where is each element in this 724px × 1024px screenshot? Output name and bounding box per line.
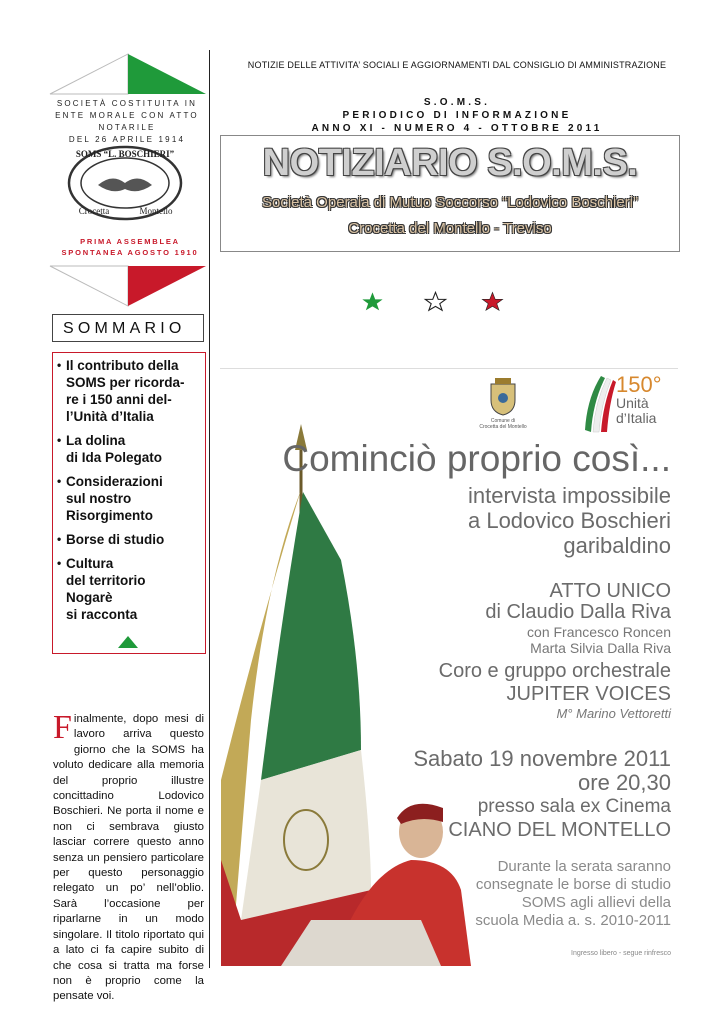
maestro: M° Marino Vettoretti <box>556 706 671 721</box>
poster-footer: Ingresso libero - segue rinfresco <box>571 950 671 957</box>
table-of-contents <box>52 352 206 654</box>
svg-text:Crocetta: Crocetta <box>78 206 110 216</box>
comune-crest-icon <box>487 376 519 416</box>
location: Crocetta del Montello - Treviso <box>348 220 552 237</box>
soms-logo <box>64 143 186 223</box>
article-text: inalmente, dopo mesi di lavoro arriva questo giorno che la SOMS ha voluto dedicare alla memoria del proprio illustre concittadino Lodovico Boschieri. Ne porta il nome e non ci sembrava giusto lasciar correre questo anno senza un pensiero particolare per questo personaggio relegato un po’ nell’oblio. Sarà l’occasione per riparlarne in un modo singolare. Il titolo riportato qui a lato ci fa capire subito di che cosa si tratta ma forse non è proprio come la pensate voi. <box>53 713 204 1003</box>
comune-caption: Comune di Crocetta del Montello <box>479 418 527 430</box>
title-box <box>220 135 680 252</box>
scholarship-note: Durante la serata saranno consegnate le borse di studio SOMS agli allievi della scuola Media a. s. 2010-2011 <box>475 858 671 929</box>
toc-item[interactable]: • Borse di studio <box>57 531 201 548</box>
event-date: Sabato 19 novembre 2011 <box>413 746 671 771</box>
poster-top-rule <box>220 368 678 369</box>
tricolor-bottom-decoration <box>48 264 208 308</box>
drop-cap: F <box>53 709 72 746</box>
intro-article <box>53 709 204 1005</box>
top-note: NOTIZIE DELLE ATTIVITA’ SOCIALI E AGGIORNAMENTI DAL CONSIGLIO DI AMMINISTRAZIONE <box>247 60 667 70</box>
anniversary-number: 150° <box>616 372 662 397</box>
svg-text:SOMS “L. BOSCHIERI”: SOMS “L. BOSCHIERI” <box>75 149 175 159</box>
stars-row <box>360 290 510 314</box>
choir: Coro e gruppo orchestrale <box>438 660 671 682</box>
toc-item[interactable]: • Il contributo della SOMS per ricorda- re i 150 anni del- l’Unità d’Italia <box>57 357 201 425</box>
newsletter-title: NOTIZIARIO S.O.M.S. <box>262 142 638 184</box>
atto-unico: ATTO UNICO <box>549 580 671 602</box>
toc-item[interactable]: • Cultura del territorio Nogarè si racconta <box>57 555 201 623</box>
toc-item[interactable]: • Considerazioni sul nostro Risorgimento <box>57 473 201 524</box>
column-divider <box>209 50 210 968</box>
play-author: di Claudio Dalla Riva <box>485 601 671 623</box>
up-triangle-icon <box>117 635 139 649</box>
white-star-icon <box>425 292 445 310</box>
tricolor-ribbon-icon <box>581 374 617 436</box>
tricolor-top-decoration <box>48 52 208 96</box>
anniversary-text: Unità d’Italia <box>616 395 657 426</box>
sommario-title: SOMMARIO <box>52 314 204 342</box>
first-assembly-note: PRIMA ASSEMBLEA SPONTANEA AGOSTO 1910 <box>61 237 199 257</box>
green-star-icon <box>362 292 382 310</box>
masthead: S.O.M.S. PERIODICO DI INFORMAZIONE ANNO XI - NUMERO 4 - OTTOBRE 2011 <box>311 97 603 134</box>
svg-text:Montello: Montello <box>139 206 173 216</box>
poster-headline: Cominciò proprio così... <box>282 438 671 479</box>
event-poster <box>221 370 679 966</box>
toc-item[interactable]: • La dolina di Ida Polegato <box>57 432 201 466</box>
event-venue-line2: CIANO DEL MONTELLO <box>448 819 671 841</box>
poster-subtitle: intervista impossibile a Lodovico Boschieri garibaldino <box>467 483 671 558</box>
cast: con Francesco Roncen Marta Silvia Dalla Riva <box>527 624 671 656</box>
event-time: ore 20,30 <box>578 770 671 795</box>
red-star-icon <box>482 292 502 310</box>
jupiter-voices: JUPITER VOICES <box>506 683 671 705</box>
founding-note: SOCIETÀ COSTITUITA IN ENTE MORALE CON ATTO NOTARILE DEL 26 APRILE 1914 <box>55 99 199 144</box>
flag-illustration <box>221 420 471 966</box>
society-name: Società Operaia di Mutuo Soccorso “Lodovico Boschieri” <box>261 194 639 211</box>
event-venue-line1: presso sala ex Cinema <box>477 796 671 817</box>
